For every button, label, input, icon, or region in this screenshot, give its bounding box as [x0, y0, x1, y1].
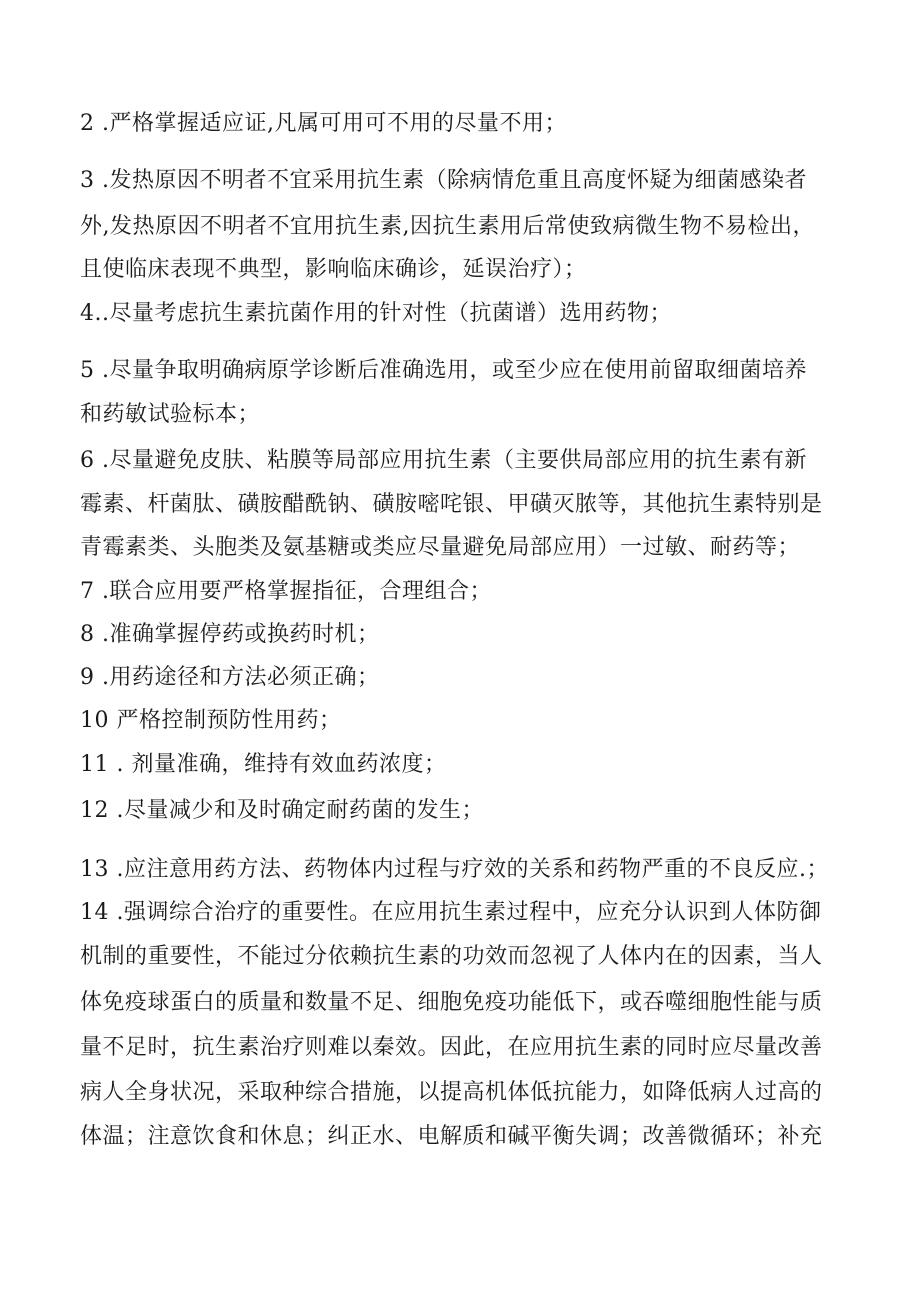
item-5-line-1: 5 .尽量争取明确病原学诊断后准确选用，或至少应在使用前留取细菌培养: [80, 358, 807, 383]
item-12-line: 12 .尽量减少和及时确定耐药菌的发生；: [80, 798, 484, 823]
item-6-line-2: 霉素、杆菌肽、磺胺醋酰钠、磺胺嘧咤银、甲磺灭脓等，其他抗生素特别是: [80, 492, 823, 517]
item-3-line-2: 外,发热原因不明者不宜用抗生素,因抗生素用后常使致病微生物不易检出，: [80, 214, 815, 239]
item-4-line: 4..尽量考虑抗生素抗菌作用的针对性（抗菌谱）选用药物；: [80, 301, 672, 326]
item-14-line-4: 量不足时，抗生素治疗则难以秦效。因此，在应用抗生素的同时应尽量改善: [80, 1035, 823, 1060]
item-6-line-1: 6 .尽量避免皮肤、粘膜等局部应用抗生素（主要供局部应用的抗生素有新: [80, 448, 807, 473]
item-6-line-3: 青霉素类、头胞类及氨基糖或类应尽量避免局部应用）一过敏、耐药等；: [80, 535, 801, 560]
item-14-line-5: 病人全身状况，采取种综合措施，以提高机体低抗能力，如降低病人过高的: [80, 1080, 823, 1105]
item-14-line-3: 体免疫球蛋白的质量和数量不足、细胞免疫功能低下，或吞噬细胞性能与质: [80, 990, 823, 1015]
item-9-line: 9 .用药途径和方法必须正确；: [80, 665, 380, 690]
item-5-line-2: 和药敏试验标本；: [80, 402, 261, 427]
item-14-line-2: 机制的重要性，不能过分依赖抗生素的功效而忽视了人体内在的因素，当人: [80, 944, 823, 969]
item-7-line: 7 .联合应用要严格掌握指征，合理组合；: [80, 579, 492, 604]
item-13-line: 13 .应注意用药方法、药物体内过程与疗效的关系和药物严重的不良反应.；: [80, 857, 829, 882]
item-14-line-6: 体温；注意饮食和休息；纠正水、电解质和碱平衡失调；改善微循环；补充: [80, 1124, 823, 1149]
item-3-line-1: 3 .发热原因不明者不宜采用抗生素（除病情危重且高度怀疑为细菌感染者: [80, 168, 807, 193]
item-14-line-1: 14 .强调综合治疗的重要性。在应用抗生素过程中，应充分认识到人体防御: [80, 900, 822, 925]
item-2-line: 2 .严格掌握适应证,凡属可用可不用的尽量不用；: [80, 111, 567, 136]
item-3-line-3: 且使临床表现不典型，影响临床确诊，延误治疗）；: [80, 257, 587, 282]
item-10-line: 10 严格控制预防性用药；: [80, 708, 342, 733]
item-8-line: 8 .准确掌握停药或换药时机；: [80, 622, 380, 647]
item-11-line: 11 . 剂量准确，维持有效血药浓度；: [80, 752, 447, 777]
